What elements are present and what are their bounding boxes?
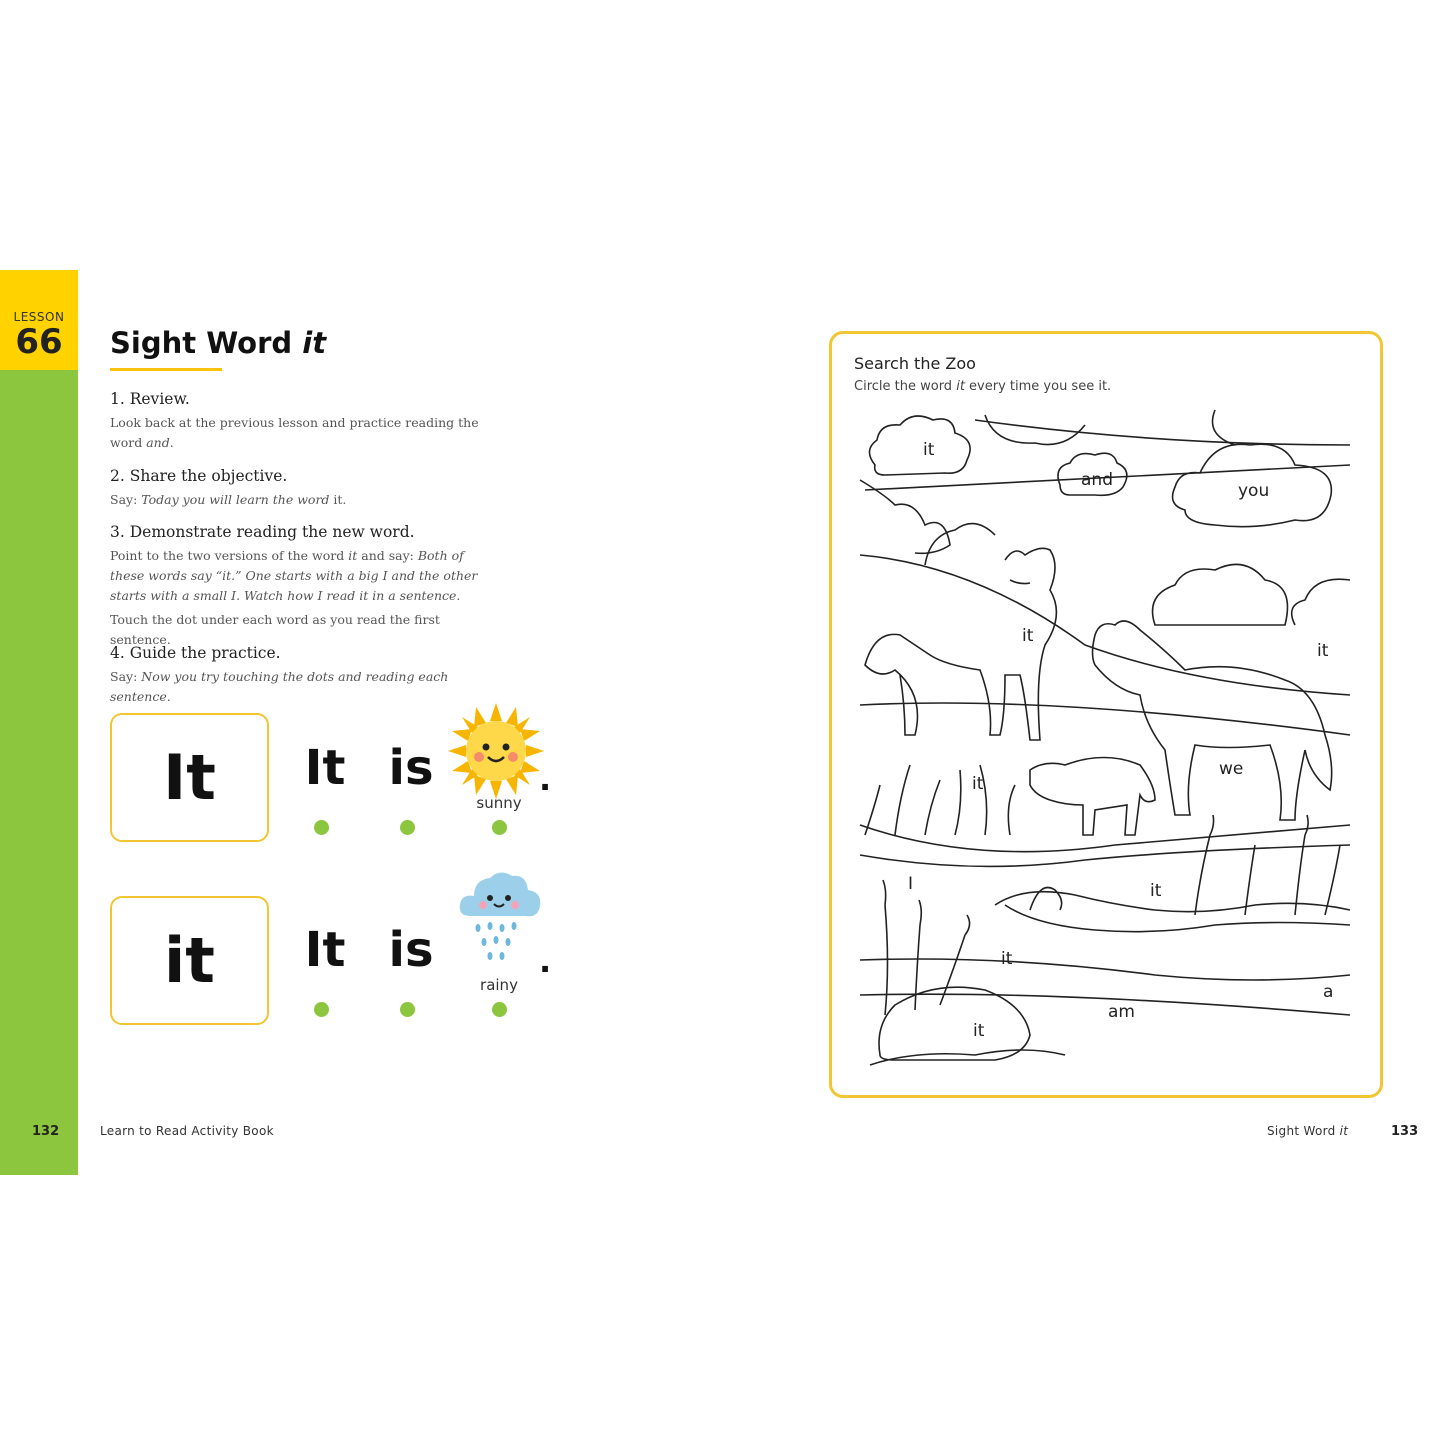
touch-dot[interactable] xyxy=(400,1002,415,1017)
hidden-word[interactable]: you xyxy=(1238,481,1270,501)
sentence-1-period: . xyxy=(539,760,552,798)
sun-icon xyxy=(448,703,544,799)
hidden-word[interactable]: a xyxy=(1323,982,1334,1002)
step-4-text: Say: Now you try touching the dots and reading each sentence. xyxy=(110,669,449,704)
book-title-footer: Learn to Read Activity Book xyxy=(100,1124,274,1138)
step-1-text: Look back at the previous lesson and practice reading the word and. xyxy=(110,415,479,450)
hidden-word[interactable]: it xyxy=(1317,641,1329,661)
page-title xyxy=(110,326,326,360)
word-card-lowercase: it xyxy=(110,896,269,1025)
sentence-2-word-2: is xyxy=(388,922,434,978)
hidden-word[interactable]: am xyxy=(1108,1002,1135,1022)
sentence-1-word-1: It xyxy=(304,740,346,796)
right-footer-text: Sight Word it xyxy=(1267,1124,1349,1138)
lesson-number: 66 xyxy=(15,322,63,362)
hidden-word[interactable]: it xyxy=(923,440,935,460)
touch-dot[interactable] xyxy=(314,1002,329,1017)
sentence-2-word-1: It xyxy=(304,922,346,978)
title-word: it xyxy=(302,326,327,360)
step-2-heading: 2. Share the objective. xyxy=(110,467,288,485)
touch-dot[interactable] xyxy=(400,820,415,835)
step-2-text: Say: Today you will learn the word it. xyxy=(110,492,347,507)
green-side-bar xyxy=(0,370,78,1175)
zoo-scene xyxy=(855,405,1355,1070)
left-page-number: 132 xyxy=(32,1124,60,1139)
hidden-word[interactable]: we xyxy=(1219,759,1244,779)
lesson-label: LESSON xyxy=(13,310,65,324)
step-1-heading: 1. Review. xyxy=(110,390,190,408)
step-3-text: Point to the two versions of the word it and say: Both of these words say “it.” One starts with a big I and the other starts with a small I. Watch how I read it in a sentence. xyxy=(110,548,478,603)
sentence-1-word-2: is xyxy=(388,740,434,796)
touch-dot[interactable] xyxy=(492,1002,507,1017)
right-page-number: 133 xyxy=(1391,1124,1419,1139)
touch-dot[interactable] xyxy=(492,820,507,835)
zoo-instructions: Circle the word it every time you see it. xyxy=(854,379,1112,394)
lesson-tab xyxy=(0,270,78,370)
step-3-extra: Touch the dot under each word as you read the first sentence. xyxy=(110,612,440,647)
hidden-word[interactable]: it xyxy=(1150,881,1162,901)
sunny-label: sunny xyxy=(476,794,522,812)
step-4-heading: 4. Guide the practice. xyxy=(110,644,281,662)
zoo-title: Search the Zoo xyxy=(854,354,976,373)
title-underline xyxy=(110,368,222,371)
hidden-word[interactable]: it xyxy=(972,774,984,794)
cloud-left xyxy=(869,416,970,475)
title-prefix: Sight Word xyxy=(110,326,293,360)
hidden-word[interactable]: it xyxy=(973,1021,985,1041)
touch-dot[interactable] xyxy=(314,820,329,835)
hidden-word[interactable]: I xyxy=(908,874,914,894)
step-3-heading: 3. Demonstrate reading the new word. xyxy=(110,523,415,541)
hidden-word[interactable]: it xyxy=(1022,626,1034,646)
hidden-word[interactable]: it xyxy=(1001,949,1013,969)
word-card-capital: It xyxy=(110,713,269,842)
rainy-label: rainy xyxy=(480,976,518,994)
rain-cloud-icon xyxy=(456,866,544,970)
sentence-2-period: . xyxy=(539,942,552,980)
hidden-word[interactable]: and xyxy=(1081,470,1113,490)
